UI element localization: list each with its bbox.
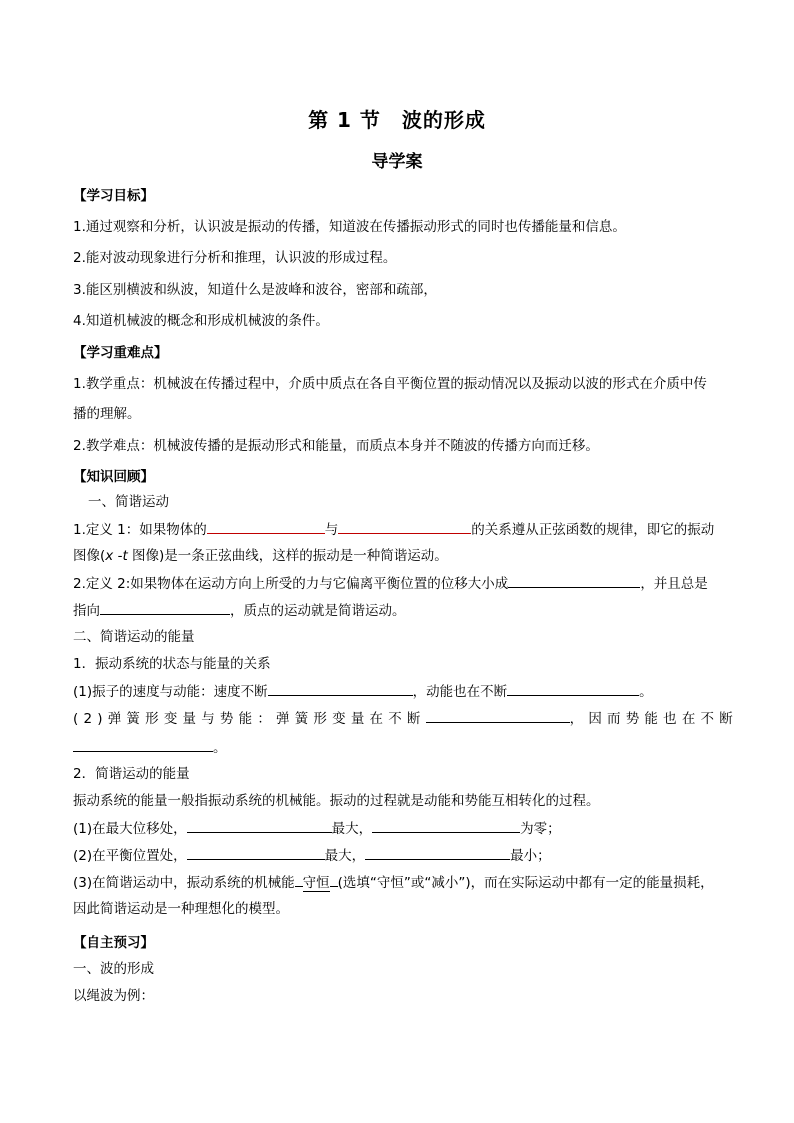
review-heading: 【知识回顾】 xyxy=(73,469,154,485)
conservation-line1: (3)在简谐运动中，振动系统的机械能 守恒 (选填“守恒”或“减小”)，而在实际运动中都有一定的能量损耗， xyxy=(73,872,723,893)
fill-blank-3[interactable] xyxy=(508,573,640,588)
review-section1: 一、简谐运动 xyxy=(88,494,169,510)
fill-blank-11[interactable] xyxy=(187,845,325,860)
fill-blank-red-1[interactable] xyxy=(207,519,325,534)
fill-blank-red-2[interactable] xyxy=(338,519,471,534)
goals-heading: 【学习目标】 xyxy=(73,188,154,204)
key-focus-line2: 播的理解。 xyxy=(73,406,141,422)
conservation-line2: 因此简谐运动是一种理想化的模型。 xyxy=(73,901,289,917)
fill-blank-4[interactable] xyxy=(100,600,230,615)
goal-item-4: 4.知道机械波的概念和形成机械波的条件。 xyxy=(73,313,329,329)
energy-description: 振动系统的能量一般指振动系统的机械能。振动的过程就是动能和势能互相转化的过程。 xyxy=(73,793,600,809)
fill-blank-10[interactable] xyxy=(372,818,520,833)
definition1-line2: 图像(x -t 图像)是一条正弦曲线，这样的振动是一种简谐运动。 xyxy=(73,548,448,564)
key-points-heading: 【学习重难点】 xyxy=(73,345,168,361)
fill-blank-12[interactable] xyxy=(365,845,510,860)
page-title: 第 1 节 波的形成 xyxy=(308,108,486,132)
preview-section1: 一、波的形成 xyxy=(73,961,154,977)
key-difficulty: 2.教学难点：机械波传播的是振动形式和能量，而质点本身并不随波的传播方向而迁移。 xyxy=(73,438,599,454)
preview-example: 以绳波为例： xyxy=(73,988,154,1004)
definition1-line1: 1.定义 1：如果物体的 与 的关系遵从正弦函数的规律，即它的振动 xyxy=(73,519,723,540)
equilibrium-line: (2)在平衡位置处， 最大， 最小； xyxy=(73,845,723,866)
potential-energy-line2: 。 xyxy=(73,737,723,758)
max-displacement-line: (1)在最大位移处， 最大， 为零； xyxy=(73,818,723,839)
fill-blank-6[interactable] xyxy=(507,681,639,696)
definition2-line1: 2.定义 2:如果物体在运动方向上所受的力与它偏离平衡位置的位移大小成 ，并且总是 xyxy=(73,573,723,594)
fill-blank-9[interactable] xyxy=(187,818,332,833)
definition2-line2: 指向 ，质点的运动就是简谐运动。 xyxy=(73,600,723,621)
review-sub1: 1．振动系统的状态与能量的关系 xyxy=(73,656,271,672)
page-subtitle: 导学案 xyxy=(371,152,423,172)
review-sub2: 2．简谐运动的能量 xyxy=(73,766,190,782)
fill-blank-5[interactable] xyxy=(268,681,413,696)
kinetic-energy-line: (1)振子的速度与动能：速度不断 ，动能也在不断 。 xyxy=(73,681,723,702)
potential-energy-line1: (2)弹簧形变量与势能：弹簧形变量在不断 ，因而势能也在不断 xyxy=(73,708,723,729)
goal-item-1: 1.通过观察和分析，认识波是振动的传播，知道波在传播振动形式的同时也传播能量和信息。 xyxy=(73,219,626,235)
answer-conserved: 守恒 xyxy=(302,875,330,891)
review-section2: 二、简谐运动的能量 xyxy=(73,629,195,645)
goal-item-2: 2.能对波动现象进行分析和推理，认识波的形成过程。 xyxy=(73,250,397,266)
key-focus-line1: 1.教学重点：机械波在传播过程中，介质中质点在各自平衡位置的振动情况以及振动以波的形式在介质中传 xyxy=(73,376,707,392)
goal-item-3: 3.能区别横波和纵波，知道什么是波峰和波谷，密部和疏部， xyxy=(73,282,437,298)
preview-heading: 【自主预习】 xyxy=(73,935,154,951)
fill-blank-7[interactable] xyxy=(426,708,570,723)
fill-blank-8[interactable] xyxy=(73,737,213,752)
